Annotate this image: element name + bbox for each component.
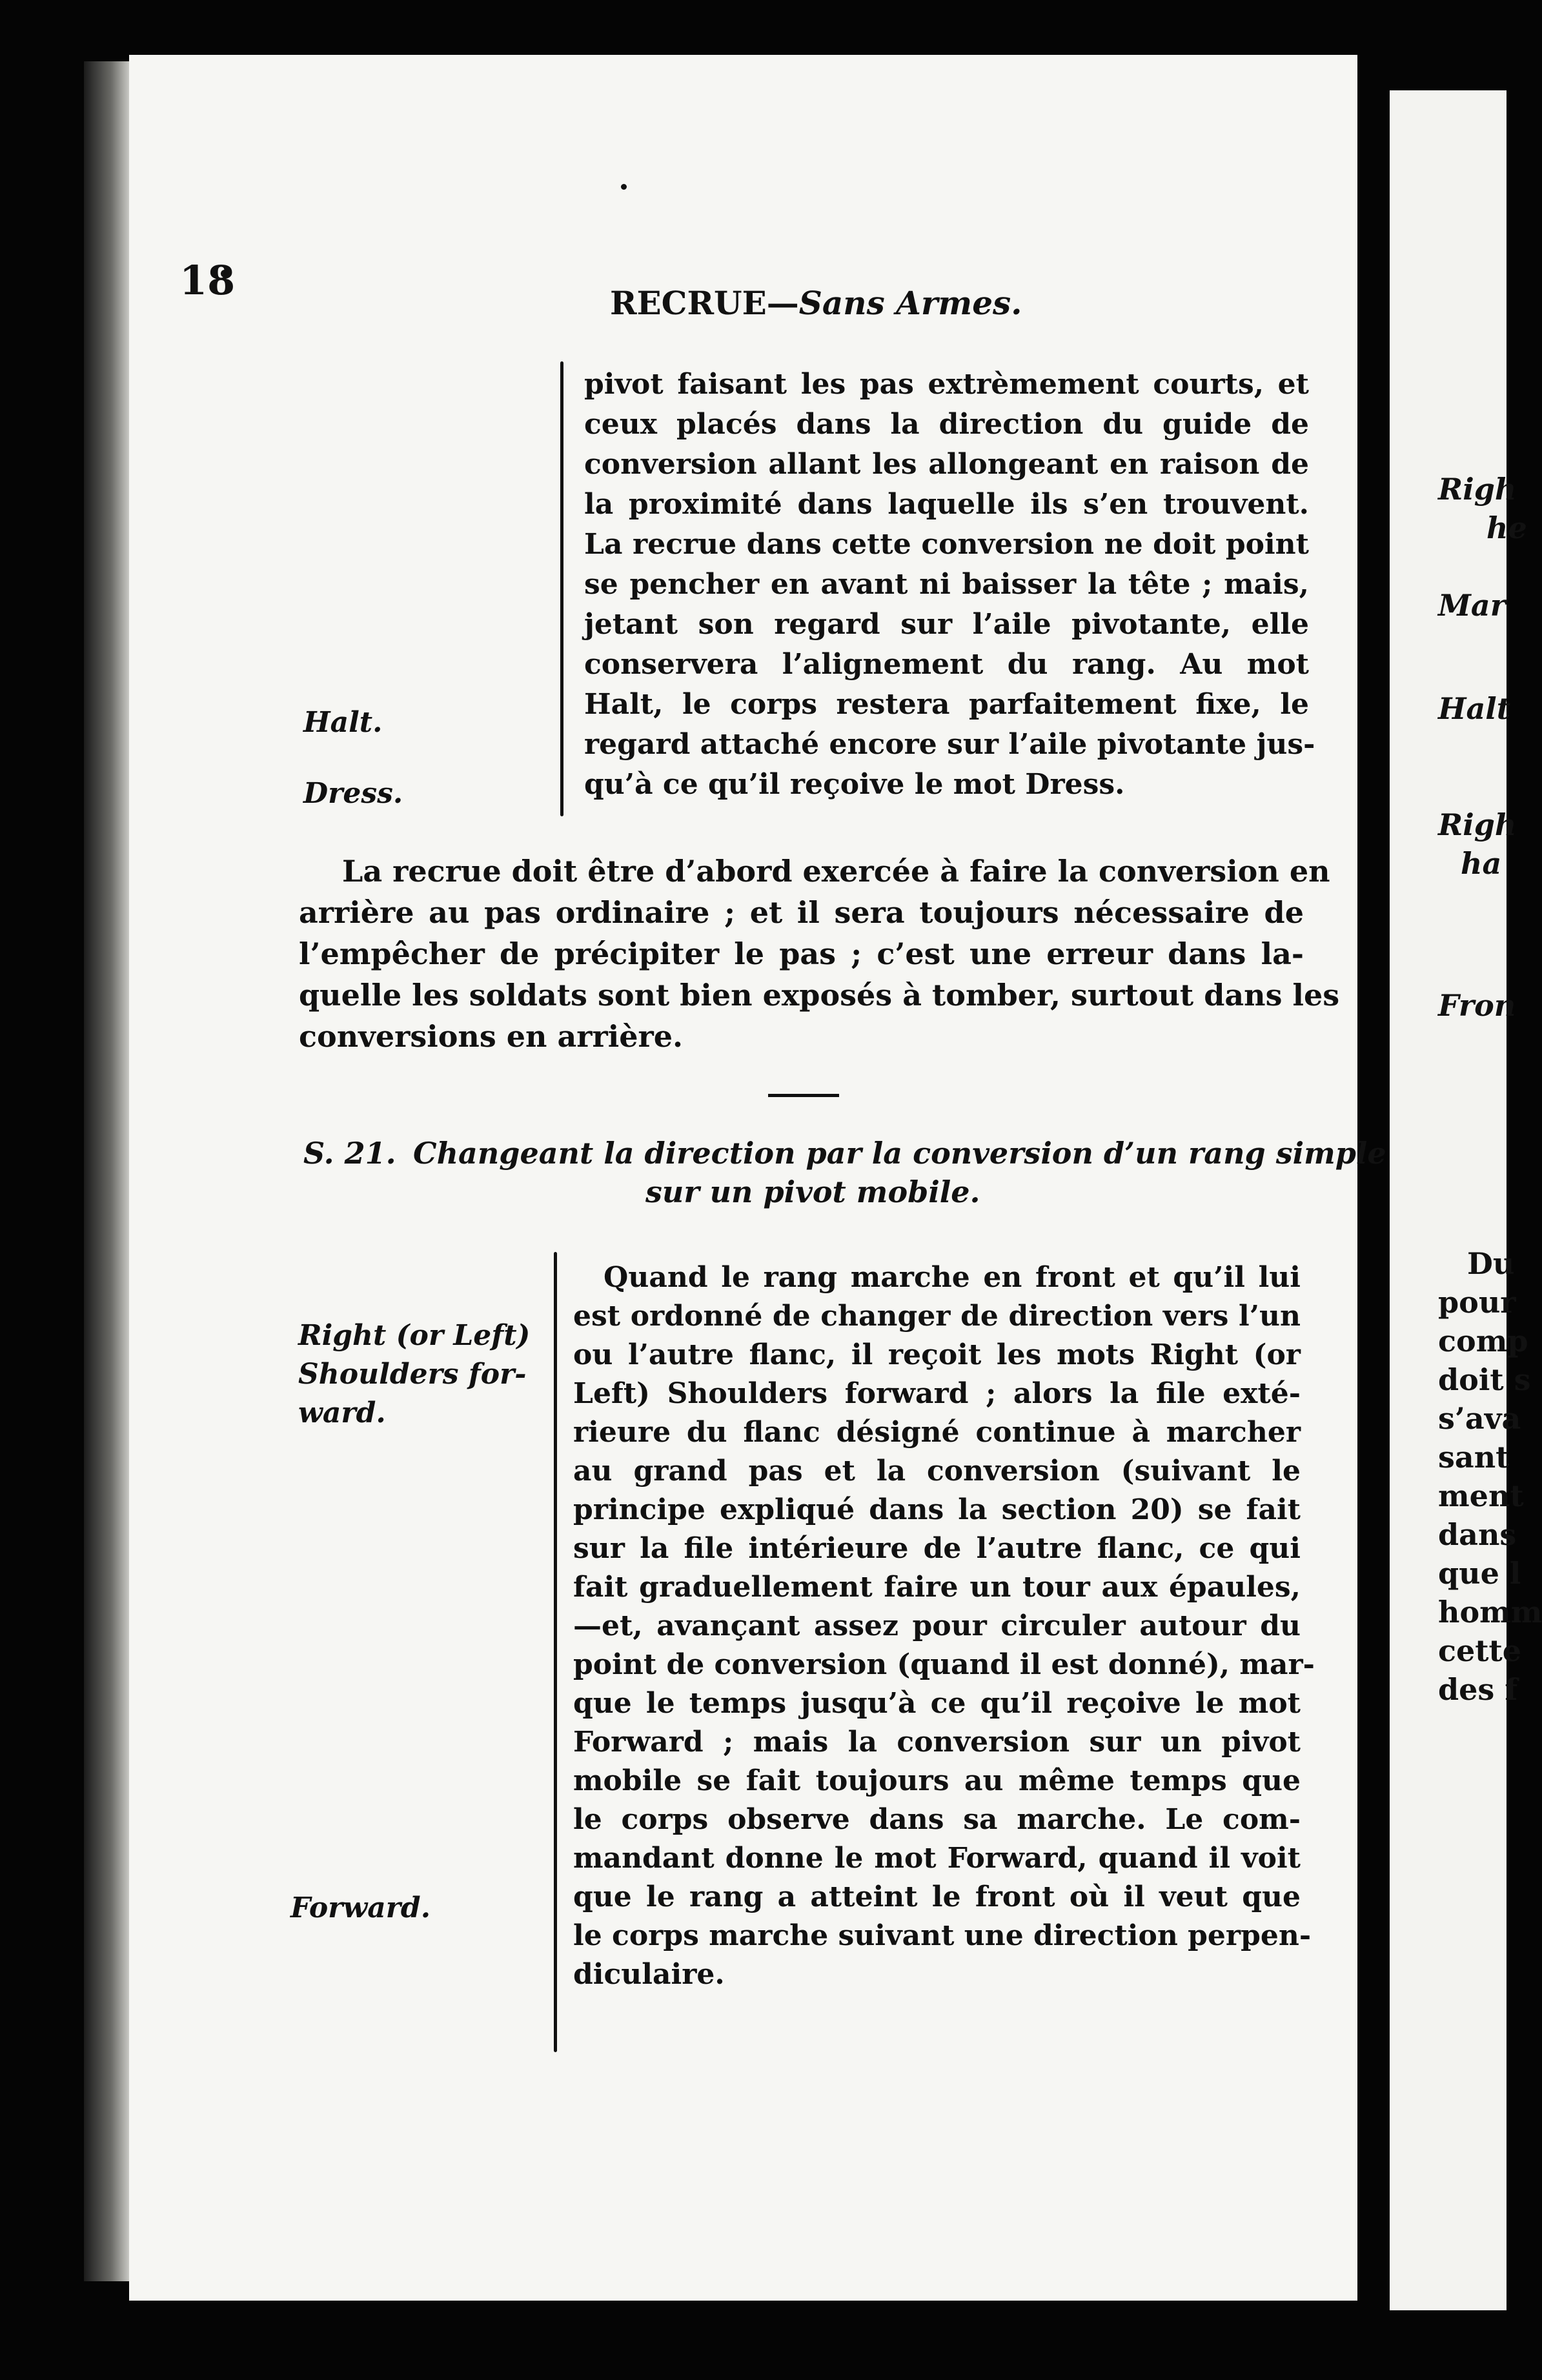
section-rule (768, 1094, 839, 1097)
book-left-edge (84, 61, 129, 2281)
section-title-line-2: sur un pivot mobile. (645, 1175, 980, 1209)
text-line: conservera l’alignement du rang. Au mot (584, 648, 1309, 681)
text-line: Left) Shoulders forward ; alors la file exté- (573, 1377, 1301, 1410)
text-line: ou l’autre flanc, il reçoit les mots Right (or (573, 1338, 1301, 1371)
margin-brace (560, 361, 563, 816)
facing-fragment: he (1486, 510, 1527, 545)
text-line: le corps observe dans sa marche. Le com- (573, 1803, 1301, 1836)
text-line: conversions en arrière. (299, 1019, 684, 1054)
text-line: Halt, le corps restera parfaitement fixe, le (584, 688, 1309, 721)
margin-command-shoulders-forward: ward. (298, 1397, 386, 1429)
facing-fragment: Righ (1438, 472, 1517, 507)
text-line: qu’à ce qu’il reçoive le mot Dress. (584, 768, 1125, 801)
facing-fragment: doit s (1438, 1362, 1531, 1397)
margin-command-shoulders-forward: Shoulders for- (298, 1358, 527, 1391)
facing-fragment: dans (1438, 1517, 1517, 1552)
facing-fragment: ha (1461, 846, 1502, 881)
text-line: diculaire. (573, 1958, 725, 1991)
section-number: S. 21. (303, 1136, 396, 1171)
facing-page (1390, 90, 1542, 2310)
text-line: que le rang a atteint le front où il veut que (573, 1881, 1301, 1913)
facing-fragment: Halt (1438, 691, 1510, 726)
text-line: rieure du flanc désigné continue à marcher (573, 1416, 1301, 1449)
text-line: Quand le rang marche en front et qu’il lui (604, 1261, 1301, 1294)
margin-brace (554, 1252, 557, 2052)
text-line: La recrue dans cette conversion ne doit point (584, 528, 1309, 561)
text-line: Forward ; mais la conversion sur un pivot (573, 1726, 1301, 1759)
text-line: pivot faisant les pas extrèmement courts, et (584, 368, 1309, 401)
text-line: principe expliqué dans la section 20) se fait (573, 1493, 1301, 1526)
text-line: point de conversion (quand il est donné), mar- (573, 1648, 1315, 1681)
facing-fragment: ment (1438, 1478, 1524, 1513)
margin-command-shoulders-forward: Right (or Left) (298, 1319, 531, 1352)
text-line: —et, avançant assez pour circuler autour du (573, 1609, 1301, 1642)
text-line: le corps marche suivant une direction perpen- (573, 1919, 1312, 1952)
text-line: fait graduellement faire un tour aux épaules, (573, 1571, 1301, 1604)
book-gutter (1357, 0, 1390, 2380)
text-line: se pencher en avant ni baisser la tête ; mais, (584, 568, 1309, 601)
text-line: conversion allant les allongeant en raison de (584, 448, 1309, 481)
facing-fragment: Fron (1438, 988, 1516, 1023)
text-line: mobile se fait toujours au même temps que (573, 1764, 1301, 1797)
running-head (610, 284, 1022, 322)
text-line: que le temps jusqu’à ce qu’il reçoive le mot (573, 1687, 1301, 1720)
text-line: ceux placés dans la direction du guide de (584, 408, 1309, 441)
facing-fragment: pour (1438, 1285, 1516, 1320)
text-line: quelle les soldats sont bien exposés à tomber, surtout dans les (299, 978, 1340, 1013)
margin-command-forward: Forward. (290, 1891, 431, 1924)
text-line: La recrue doit être d’abord exercée à faire la conversion en (342, 854, 1330, 889)
facing-fragment: sant (1438, 1440, 1510, 1475)
running-head-main: RECRUE— (610, 284, 799, 322)
margin-command-halt: Halt. (303, 706, 383, 739)
facing-fragment: cette (1438, 1633, 1522, 1668)
text-line: l’empêcher de précipiter le pas ; c’est une erreur dans la- (299, 936, 1304, 971)
facing-fragment: Mar (1438, 588, 1506, 623)
text-line: sur la file intérieure de l’autre flanc, ce qui (573, 1532, 1301, 1565)
facing-fragment: homm (1438, 1595, 1542, 1629)
page-number: 18 (179, 257, 236, 304)
section-title-line-1: Changeant la direction par la conversion d’un rang simple (413, 1136, 1386, 1171)
text-line: au grand pas et la conversion (suivant le (573, 1455, 1301, 1488)
running-head-italic: Sans Armes. (798, 284, 1022, 322)
text-line: est ordonné de changer de direction vers l’un (573, 1300, 1301, 1333)
text-line: la proximité dans laquelle ils s’en trouvent. (584, 488, 1309, 521)
stray-ink-dot (621, 184, 627, 190)
facing-fragment: Righ (1438, 807, 1517, 842)
margin-command-dress: Dress. (303, 777, 403, 810)
facing-fragment: des f (1438, 1672, 1518, 1707)
facing-fragment: que l (1438, 1556, 1521, 1591)
text-line: regard attaché encore sur l’aile pivotante jus- (584, 728, 1315, 761)
text-line: jetant son regard sur l’aile pivotante, elle (584, 608, 1309, 641)
facing-fragment: comp (1438, 1324, 1528, 1358)
text-line: mandant donne le mot Forward, quand il voit (573, 1842, 1301, 1875)
facing-fragment: Du (1467, 1246, 1515, 1281)
text-line: arrière au pas ordinaire ; et il sera toujours nécessaire de (299, 895, 1304, 930)
facing-fragment: s’ava (1438, 1401, 1521, 1436)
